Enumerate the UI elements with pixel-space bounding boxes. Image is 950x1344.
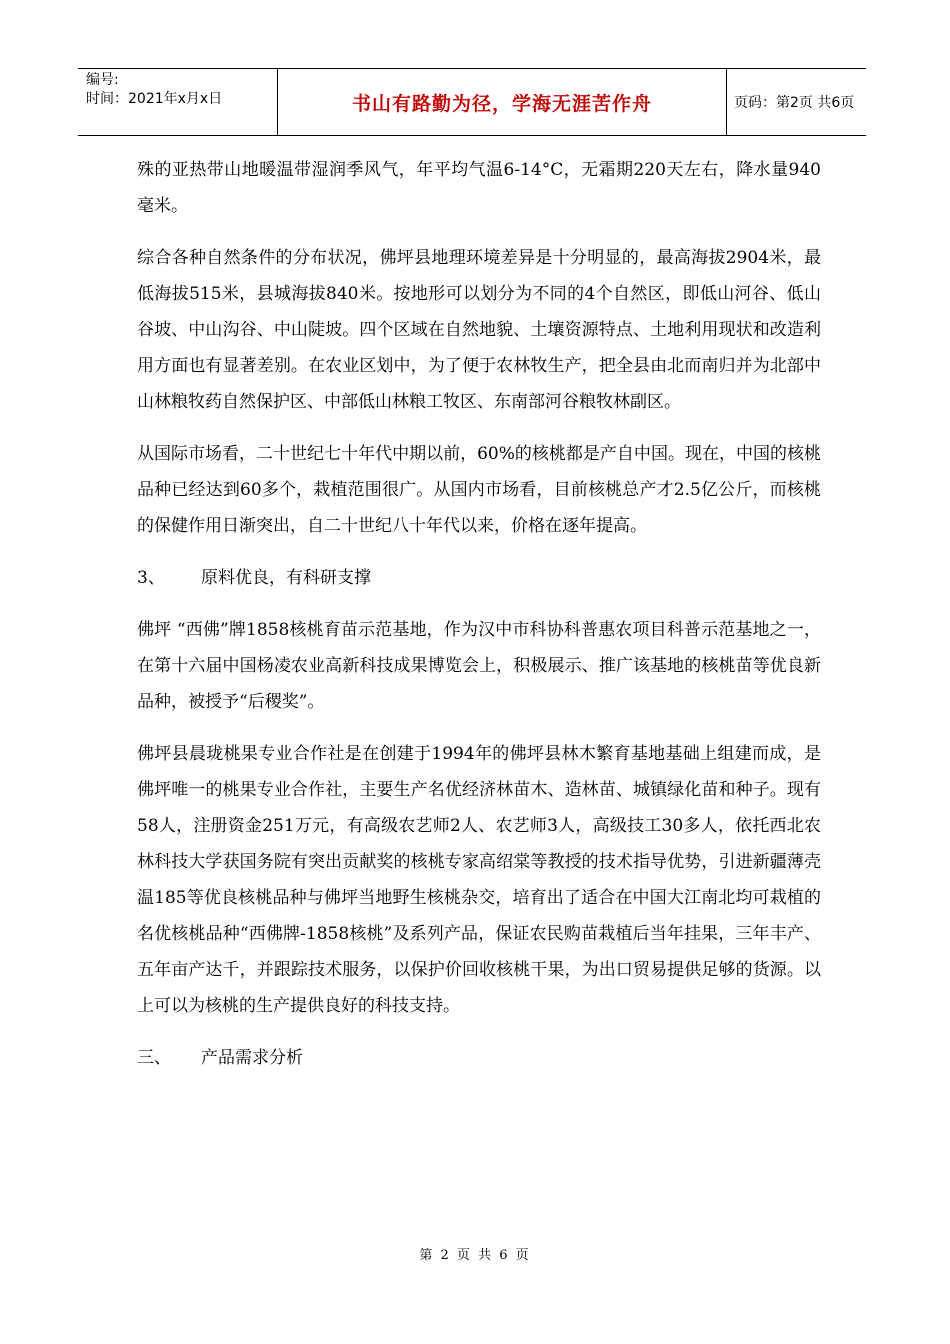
- page-header: [78, 68, 866, 136]
- header-meta: [86, 71, 276, 109]
- section-heading: [137, 1040, 821, 1076]
- paragraph: 佛坪 “西佛”牌1858核桃育苗示范基地，作为汉中市科协科普惠农项目科普示范基地之一，在第十六届中国杨凌农业高新科技成果博览会上，积极展示、推广该基地的核桃苗等优良新品种，被授予“后稷奖”。: [137, 620, 821, 712]
- page-footer: 第 2 页 共 6 页: [419, 1248, 531, 1263]
- subsection-heading: [137, 560, 821, 596]
- heading-number: 三、: [137, 1048, 171, 1068]
- paragraph: 佛坪县晨珑桃果专业合作社是在创建于1994年的佛坪县林木繁育基地基础上组建而成，是佛坪唯一的桃果专业合作社，主要生产名优经济林苗木、造林苗、城镇绿化苗和种子。现有58人，注册资金251万元，有高级农艺师2人、农艺师3人，高级技工30多人，依托西北农林科技大学获国务院有突出贡献奖的核桃专家高绍棠等教授的技术指导优势，引进新疆薄壳温185等优良核桃品种与佛坪当地野生核桃杂交，培育出了适合在中国大江南北均可栽植的名优核桃品种“西佛牌-1858核桃”及系列产品，保证农民购苗栽植后当年挂果，三年丰产、五年亩产达千，并跟踪技术服务，以保护价回收核桃干果，为出口贸易提供足够的货源。以上可以为核桃的生产提供良好的科技支持。: [137, 744, 821, 1016]
- paragraph: 从国际市场看，二十世纪七十年代中期以前，60%的核桃都是产自中国。现在，中国的核桃品种已经达到60多个，栽植范围很广。从国内市场看，目前核桃总产才2.5亿公斤，而核桃的保健作用日渐突出，自二十世纪八十年代以来，价格在逐年提高。: [137, 444, 821, 536]
- heading-number: 3、: [137, 568, 165, 588]
- paragraph: 殊的亚热带山地暖温带湿润季风气，年平均气温6-14°C，无霜期220天左右，降水量940毫米。: [137, 160, 821, 216]
- header-motto: 书山有路勤为径，学海无涯苦作舟: [351, 92, 652, 115]
- document-body: [137, 152, 821, 1092]
- header-divider: [726, 69, 727, 135]
- heading-text: 产品需求分析: [201, 1048, 303, 1068]
- heading-text: 原料优良，有科研支撑: [201, 568, 371, 588]
- serial-label: 编号:: [86, 72, 119, 88]
- time-label: 时间：2021年x月x日: [86, 91, 223, 107]
- paragraph: 综合各种自然条件的分布状况，佛坪县地理环境差异是十分明显的，最高海拔2904米，最低海拔515米，县城海拔840米。按地形可以划分为不同的4个自然区，即低山河谷、低山谷坡、中山沟谷、中山陡坡。四个区域在自然地貌、土壤资源特点、土地利用现状和改造利用方面也有显著差别。在农业区划中，为了便于农林牧生产，把全县由北而南归并为北部中山林粮牧药自然保护区、中部低山林粮工牧区、东南部河谷粮牧林副区。: [137, 248, 821, 412]
- header-page-info: 页码：第2页 共6页: [734, 95, 855, 111]
